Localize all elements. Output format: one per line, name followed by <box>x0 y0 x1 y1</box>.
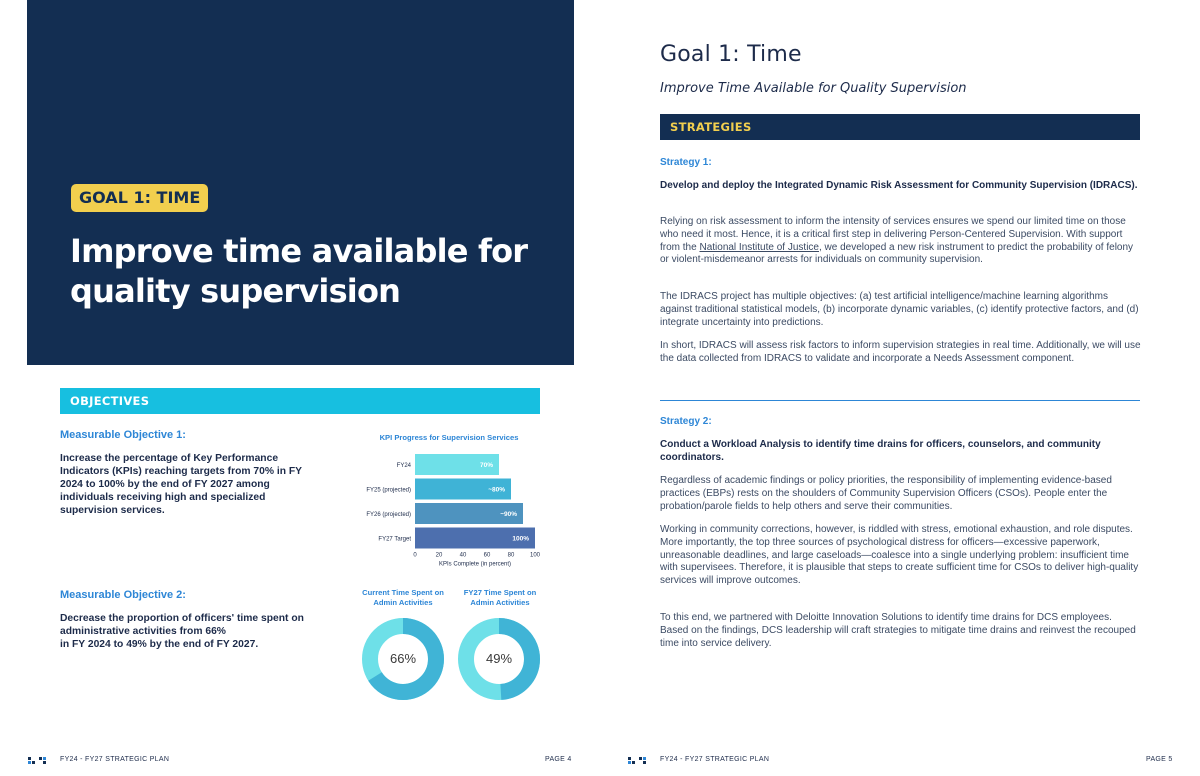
x-tick-label: 40 <box>459 552 467 559</box>
donut2-label: 49% <box>485 651 513 666</box>
footer-right-page: PAGE 5 <box>1146 756 1173 763</box>
strategy2-paragraph2: Working in community corrections, however, is riddled with stress, emotional exhaustion, and role disputes. More importantly, the top three sources of psychological distress for officers—excessive paperwork, unreasonable deadlines, and large caseloads—coalesce into a single underlying problem: insufficient time with supervisees. Therefore, it is plausible that steps to create sufficient time for CSOs to deliver high-quality services will improve outcomes. <box>660 524 1139 587</box>
x-tick-label: 100 <box>529 552 541 559</box>
objective2-text-line1: Decrease the proportion of officers' time spent on administrative activities from 66% <box>60 613 304 637</box>
footer-right-text: FY24 - FY27 STRATEGIC PLAN <box>660 756 770 763</box>
nij-link[interactable]: National Institute of Justice <box>699 241 819 253</box>
strategy1-p1-text: Relying on risk assessment to inform the intensity of services ensures we spend our limited time on those who need it most. Hence, it is a critical first step in delivering Person-Centered Supervision. With support from the <box>660 216 1126 253</box>
strategy2-heading: Conduct a Workload Analysis to identify time drains for officers, counselors, and community coordinators. <box>660 439 1101 463</box>
objective2-label: Measurable Objective 2: <box>60 589 186 601</box>
data-label: ~90% <box>500 511 517 518</box>
footer-logo-icon <box>27 756 49 766</box>
x-tick-label: 60 <box>483 552 491 559</box>
donut1-title: Current Time Spent on Admin Activities <box>362 588 444 607</box>
strategy2-label: Strategy 2: <box>660 416 712 427</box>
x-tick-label: 20 <box>435 552 443 559</box>
objectives-header: OBJECTIVES <box>60 388 540 414</box>
divider <box>660 400 1140 401</box>
strategy2-paragraph3: To this end, we partnered with Deloitte Innovation Solutions to identify time drains for DCS employees. Based on the findings, DCS leadership will craft strategies to mitigate time drains and reinvest the recouped time into service delivery. <box>660 612 1136 649</box>
page-title: Goal 1: Time <box>660 42 802 67</box>
footer-left-text: FY24 - FY27 STRATEGIC PLAN <box>60 756 170 763</box>
strategy1-paragraph2: The IDRACS project has multiple objectives: (a) test artificial intelligence/machine learning algorithms against traditional statistical models, (b) incorporate dynamic variables, (c) identify protective factors, and (d) integrate uncertainty into predictions. <box>660 291 1139 328</box>
category-label: FY27 Target <box>378 536 411 543</box>
goal-badge: GOAL 1: TIME <box>71 184 208 212</box>
data-label: 70% <box>479 462 493 469</box>
data-label: 100% <box>512 535 529 543</box>
strategies-header: STRATEGIES <box>660 114 1140 140</box>
page-subtitle: Improve Time Available for Quality Supervision <box>660 81 967 96</box>
category-label: FY25 (projected) <box>366 487 411 494</box>
strategy1-heading: Develop and deploy the Integrated Dynamic Risk Assessment for Community Supervision (IDRACS). <box>660 180 1138 191</box>
category-label: FY26 (projected) <box>366 512 411 518</box>
category-label: FY24 <box>396 463 411 469</box>
strategy1-paragraph1 <box>660 216 1142 267</box>
donut2-title: FY27 Time Spent on Admin Activities <box>463 588 537 607</box>
footer-logo-icon <box>627 756 649 766</box>
objective2-text-line2: in FY 2024 to 49% by the end of FY 2027. <box>60 639 259 650</box>
donut1 <box>361 617 445 701</box>
x-tick-label: 0 <box>413 552 417 559</box>
x-tick-label: 80 <box>507 552 515 559</box>
objective1-text: Increase the percentage of Key Performance Indicators (KPIs) reaching targets from 70% in FY 2024 to 100% by the end of FY 2027 among individuals receiving high and specialized supervision services. <box>60 453 302 516</box>
strategy2-paragraph1: Regardless of academic findings or policy priorities, the responsibility of implementing evidence-based practices (EBPs) rests on the shoulders of Community Supervision Officers (CSOs). People enter the probation/parole fields to help others and serve their communities. <box>660 475 1112 512</box>
chart-title: KPI Progress for Supervision Services <box>379 433 519 442</box>
objective2-text <box>60 612 312 651</box>
x-axis-label: KPIs Complete (in percent) <box>438 561 512 568</box>
objective1-label: Measurable Objective 1: <box>60 429 186 441</box>
donut1-label: 66% <box>389 651 417 666</box>
strategy1-label: Strategy 1: <box>660 157 712 168</box>
data-label: ~80% <box>488 486 505 494</box>
donut2 <box>457 617 541 701</box>
hero-title: Improve time available for quality supervision <box>70 232 528 310</box>
strategy1-p1-text-end: , we developed a new risk instrument to predict the probability of felony or violent-misdemeanor arrests for individuals on community supervision. <box>660 241 1134 266</box>
kpi-bar-chart <box>352 448 542 572</box>
footer-left-page: PAGE 4 <box>545 756 572 763</box>
strategy1-paragraph3: In short, IDRACS will assess risk factors to inform supervision strategies in real time. Additionally, we will use the data collected from IDRACS to validate and incorporate a Needs Assessment component. <box>660 340 1141 364</box>
